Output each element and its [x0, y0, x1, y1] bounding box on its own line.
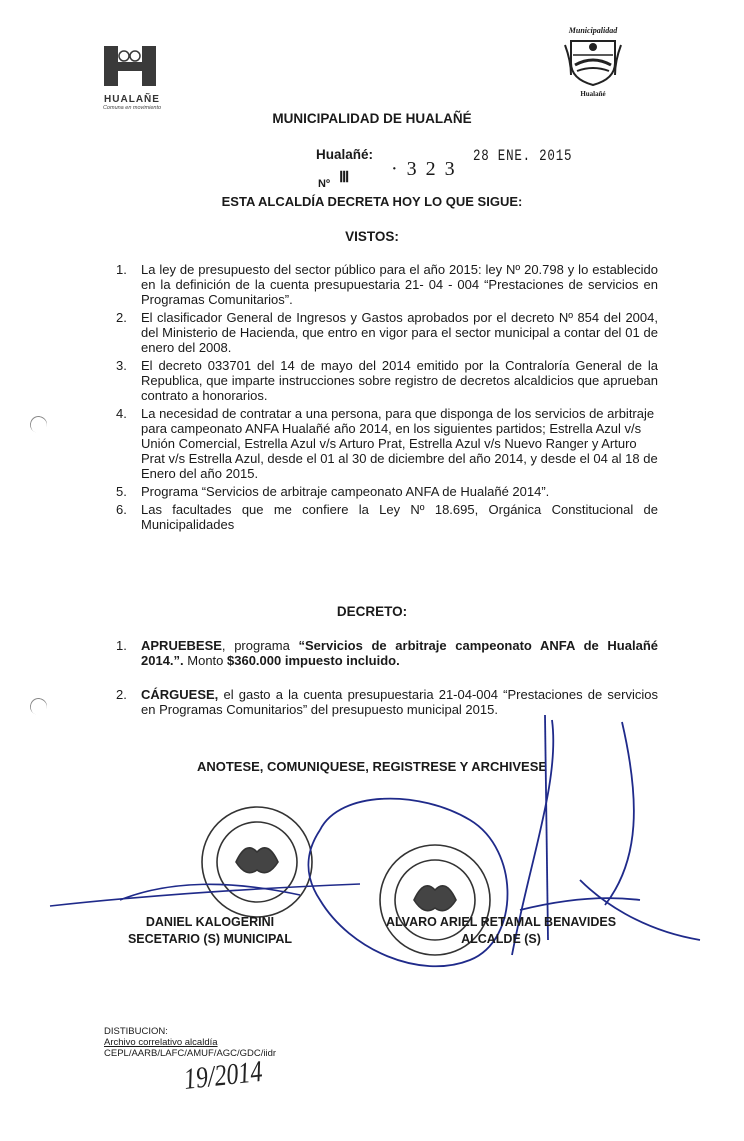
municipal-crest-icon	[563, 35, 623, 87]
item-number: 3.	[116, 358, 127, 373]
left-signature	[50, 884, 360, 906]
distribution-block	[104, 1026, 276, 1059]
list-item	[116, 358, 658, 403]
logo-tagline: Comuna en movimiento	[102, 105, 162, 111]
right-signatory	[356, 914, 646, 948]
list-item	[116, 406, 658, 481]
approve-lead: APRUEBESE	[141, 638, 222, 653]
crest-bottom-text: Hualañé	[580, 90, 606, 98]
decree-number-value: · 3 2 3	[391, 158, 457, 180]
crest-top-text: Municipalidad	[568, 26, 618, 35]
list-item	[116, 638, 658, 668]
page-title: MUNICIPALIDAD DE HUALAÑÉ	[272, 111, 472, 126]
vistos-heading: VISTOS:	[345, 229, 399, 244]
item-text: La necesidad de contratar a una persona, para que disponga de los servicios de arbitraje para campeonato ANFA Hualañé año 2014, en los siguientes partidos; Estrella Azul v/s Unión Comercial, Estrella Azul v/s Arturo Prat, Estrella Azul v/s Nuevo Ranger y Arturo Prat v/s Estrella Azul, desde el 01 al 30 de diciembre del año 2014, y desde el 04 al 18 de Enero del año 2015.	[141, 406, 658, 481]
decreto-heading: DECRETO:	[336, 604, 408, 619]
item-number: 2.	[116, 310, 127, 325]
decree-number-mark: Ⅲ	[339, 170, 350, 186]
item-text: Las facultades que me confiere la Ley Nº 18.695, Orgánica Constitucional de Municipalidades	[141, 502, 658, 532]
item-text: El decreto 033701 del 14 de mayo del 2014 emitido por la Contraloría General de la Republica, que imparte instrucciones sobre registro de decretos alcaldicios que aprueban contrato a honorarios.	[141, 358, 658, 403]
list-item	[116, 687, 658, 717]
left-seal-stamp	[202, 807, 312, 917]
item-number: 6.	[116, 502, 127, 517]
date-stamp: 28 ENE. 2015	[473, 147, 573, 165]
item-number: 1.	[116, 638, 127, 653]
closing-line: ANOTESE, COMUNIQUESE, REGISTRESE Y ARCHIVESE	[196, 759, 548, 774]
signatory-role: SECETARIO (S) MUNICIPAL	[127, 932, 293, 946]
charge-text: el gasto a la cuenta presupuestaria 21-04-004 “Prestaciones de servicios en Programas Comunitarios” del presupuesto municipal 2015.	[141, 687, 658, 717]
decreto-list	[116, 638, 658, 736]
municipal-crest	[554, 26, 632, 98]
h-letter-logo-icon	[102, 44, 158, 88]
decree-number-label: Nº	[318, 178, 330, 190]
list-item	[116, 502, 658, 532]
monto-value: $360.000 impuesto incluido.	[227, 653, 400, 668]
signatory-name: ALVARO ARIEL RETAMAL BENAVIDES	[385, 915, 617, 929]
left-signatory	[100, 914, 320, 948]
monto-label: Monto	[183, 653, 228, 668]
hualane-logo	[100, 44, 164, 111]
list-item	[116, 484, 658, 499]
charge-lead: CÁRGUESE,	[141, 687, 219, 702]
item-text: El clasificador General de Ingresos y Gastos aprobados por el decreto Nº 854 del 2004, del Ministerio de Hacienda, que entro en vigor para el sector municipal a contar del 01 de enero del 2008.	[141, 310, 658, 355]
handwritten-date: 19/2014	[182, 1054, 264, 1096]
logo-name: HUALAÑE	[104, 94, 160, 105]
item-number: 5.	[116, 484, 127, 499]
item-text: Programa “Servicios de arbitraje campeonato ANFA de Hualañé 2014”.	[141, 484, 550, 499]
place-label: Hualañé:	[316, 147, 374, 162]
item-number: 2.	[116, 687, 127, 702]
distribution-line-2: CEPL/AARB/LAFC/AMUF/AGC/GDC/iidr	[104, 1048, 277, 1059]
vistos-list	[116, 262, 658, 535]
item-text: La ley de presupuesto del sector público para el año 2015: ley Nº 20.798 y lo establecido en la definición de la cuenta presupuestaria 21- 04 - 004 “Prestaciones de servicios en Programas Comunitarios”.	[141, 262, 658, 307]
list-item	[116, 310, 658, 355]
distribution-label: DISTIBUCION:	[104, 1026, 168, 1037]
decree-intro: ESTA ALCALDÍA DECRETA HOY LO QUE SIGUE:	[221, 194, 523, 209]
item-number: 4.	[116, 406, 127, 421]
distribution-line-1: Archivo correlativo alcaldía	[104, 1037, 218, 1048]
punch-hole-mark	[28, 414, 50, 436]
punch-hole-mark	[28, 696, 50, 718]
item-number: 1.	[116, 262, 127, 277]
signatory-name: DANIEL KALOGERINI	[145, 915, 275, 929]
signatory-role: ALCALDE (S)	[461, 932, 541, 946]
list-item	[116, 262, 658, 307]
approve-mid: , programa	[221, 638, 299, 653]
program-name: “Servicios de arbitraje campeonato ANFA de Hualañé 2014.”.	[141, 638, 658, 668]
